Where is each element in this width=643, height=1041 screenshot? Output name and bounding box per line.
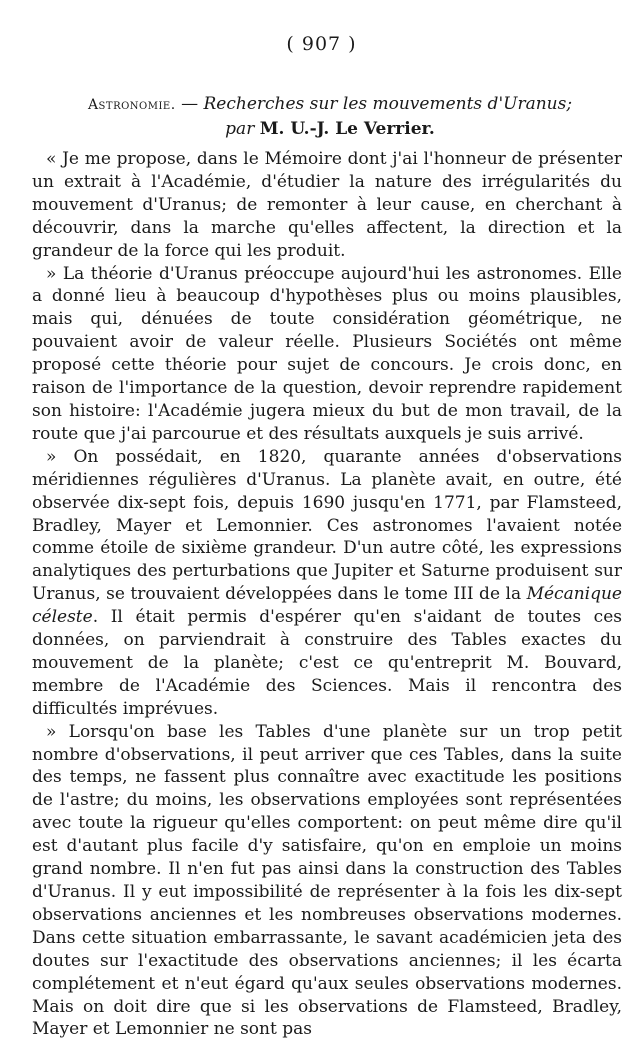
paragraph-3 (32, 446, 622, 721)
paragraph-2: » La théorie d'Uranus préoccupe aujourd'hui les astronomes. Elle a donné lieu à beaucoup d'hypothèses plus ou moins plausibles, mais qui, dénuées de toute considération géométrique, ne pouvaient avoir de valeur réelle. Plusieurs Sociétés ont même proposé cette théorie pour sujet de concours. Je crois donc, en raison de l'importance de la question, devoir reprendre rapidement son histoire: l'Académie jugera mieux du but de mon travail, de la route que j'ai parcourue et des résultats auxquels je suis arrivé. (32, 263, 622, 444)
body-text (32, 148, 622, 1041)
section-label: Astronomie. (87, 97, 176, 113)
article-heading (60, 92, 600, 141)
heading-dash: — (175, 94, 204, 114)
article-title: Recherches sur les mouvements d'Uranus; (203, 94, 573, 114)
byline-prefix: par (225, 119, 255, 139)
paragraph-1: « Je me propose, dans le Mémoire dont j'ai l'honneur de présenter un extrait à l'Académie, d'étudier la nature des irrégularités du mouvement d'Uranus; de remonter à leur cause, en cherchant à découvrir, dans la marche qu'elles affectent, la direction et la grandeur de la force qui les produit. (32, 149, 622, 261)
heading-line-1 (60, 92, 600, 117)
paragraph-3-part-2: . Il était permis d'espérer qu'en s'aidant de toutes ces données, on parviendrait à construire des Tables exactes du mouvement de la planète; c'est ce qu'entreprit M. Bouvard, membre de l'Académie des Sciences. Mais il rencontra des difficultés imprévues. (32, 607, 622, 719)
page-number: ( 907 ) (286, 33, 357, 55)
paragraph-3-part-1: » On possédait, en 1820, quarante années d'observations méridiennes régulières d'Uranus. La planète avait, en outre, été observée dix-sept fois, depuis 1690 jusqu'en 1771, par Flamsteed, Bradley, Mayer et Lemonnier. Ces astronomes l'avaient notée comme étoile de sixième grandeur. D'un autre côté, les expressions analytiques des perturbations que Jupiter et Saturne produisent sur Uranus, se trouvaient développées dans le tome III de la (32, 446, 622, 605)
paragraph-4: » Lorsqu'on base les Tables d'une planète sur un trop petit nombre d'observations, il peut arriver que ces Tables, dans la suite des temps, ne fassent plus connaître avec exactitude les positions de l'astre; du moins, les observations employées sont représentées avec toute la rigueur qu'elles comportent: on peut même dire qu'il est d'autant plus facile d'y satisfaire, qu'on en emploie un moins grand nombre. Il n'en fut pas ainsi dans la construction des Tables d'Uranus. Il y eut impossibilité de représenter à la fois les dix-sept observations anciennes et les nombreuses observations modernes. Dans cette situation embarrassante, le savant académicien jeta des doutes sur l'exactitude des observations anciennes; il les écarta complétement et n'eut égard qu'aux seules observations modernes. Mais on doit dire que si les observations de Flamsteed, Bradley, Mayer et Lemonnier ne sont pas (32, 721, 622, 1040)
heading-line-2 (60, 117, 600, 141)
paragraph-3-italic-title: Mécanique céleste (32, 584, 622, 628)
author-name: M. U.-J. Le Verrier. (259, 119, 435, 139)
